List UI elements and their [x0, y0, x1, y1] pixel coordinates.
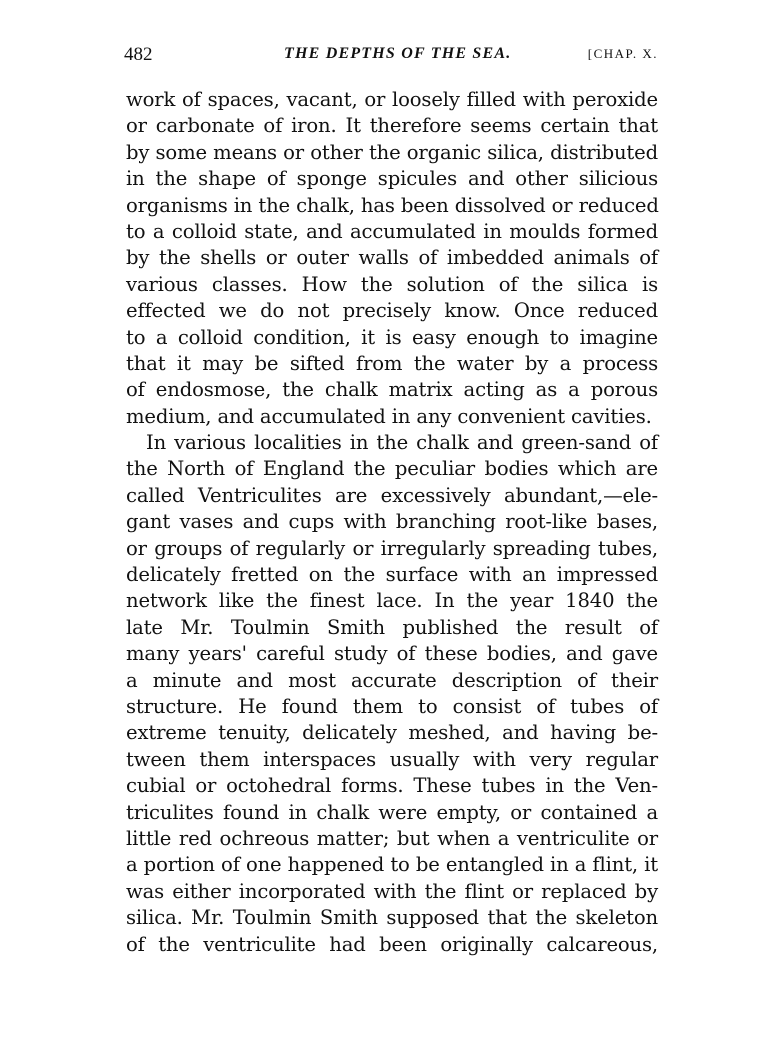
text-line: little red ochreous matter; but when a ventriculite or: [126, 826, 658, 850]
text-line: cubial or octohedral forms. These tubes in the Ven-: [126, 774, 658, 798]
text-line: in the shape of sponge spicules and other silicious: [126, 167, 658, 191]
running-title: THE DEPTHS OF THE SEA.: [284, 45, 512, 62]
text-line: late Mr. Toulmin Smith published the result of: [126, 615, 658, 639]
text-line: by the shells or outer walls of imbedded animals of: [126, 246, 658, 270]
text-line: that it may be sifted from the water by a process: [126, 351, 658, 375]
text-line: extreme tenuity, delicately meshed, and having be-: [126, 721, 658, 745]
text-line: delicately fretted on the surface with an impressed: [126, 563, 658, 587]
text-line: of endosmose, the chalk matrix acting as a porous: [126, 378, 658, 402]
text-line: various classes. How the solution of the silica is: [126, 272, 658, 296]
text-line: the North of England the peculiar bodies which are: [126, 457, 658, 481]
text-line: or groups of regularly or irregularly spreading tubes,: [126, 536, 658, 560]
text-line: effected we do not precisely know. Once reduced: [126, 299, 658, 323]
text-line: tween them interspaces usually with very regular: [126, 747, 658, 771]
text-line: network like the finest lace. In the year 1840 the: [126, 589, 658, 613]
text-line: called Ventriculites are excessively abundant,—ele-: [126, 483, 658, 507]
text-line: by some means or other the organic silica, distributed: [126, 140, 658, 164]
text-line: of the ventriculite had been originally calcareous,: [126, 932, 658, 956]
text-line: a minute and most accurate description of their: [126, 668, 658, 692]
text-line: to a colloid condition, it is easy enough to imagine: [126, 325, 658, 349]
text-line: to a colloid state, and accumulated in moulds formed: [126, 219, 658, 243]
text-line: was either incorporated with the flint or replaced by: [126, 879, 658, 903]
paragraph-end-line: medium, and accumulated in any convenient cavities.: [126, 404, 652, 428]
text-line: structure. He found them to consist of tubes of: [126, 694, 658, 718]
running-head: [124, 44, 658, 70]
text-line: gant vases and cups with branching root-like bases,: [126, 510, 658, 534]
text-line: organisms in the chalk, has been dissolved or reduced: [126, 193, 659, 217]
paragraph-start-line: In various localities in the chalk and green-sand of: [146, 431, 658, 455]
body-text: [126, 87, 658, 958]
text-line: a portion of one happened to be entangled in a flint, it: [126, 853, 658, 877]
text-line: silica. Mr. Toulmin Smith supposed that the skeleton: [126, 906, 658, 930]
text-line: work of spaces, vacant, or loosely filled with peroxide: [126, 88, 658, 111]
text-line: or carbonate of iron. It therefore seems certain that: [126, 114, 658, 138]
text-line: triculites found in chalk were empty, or contained a: [126, 800, 658, 824]
chapter-reference: [CHAP. X.: [587, 46, 658, 61]
text-line: many years' careful study of these bodies, and gave: [126, 642, 658, 666]
page-number: 482: [124, 44, 153, 65]
